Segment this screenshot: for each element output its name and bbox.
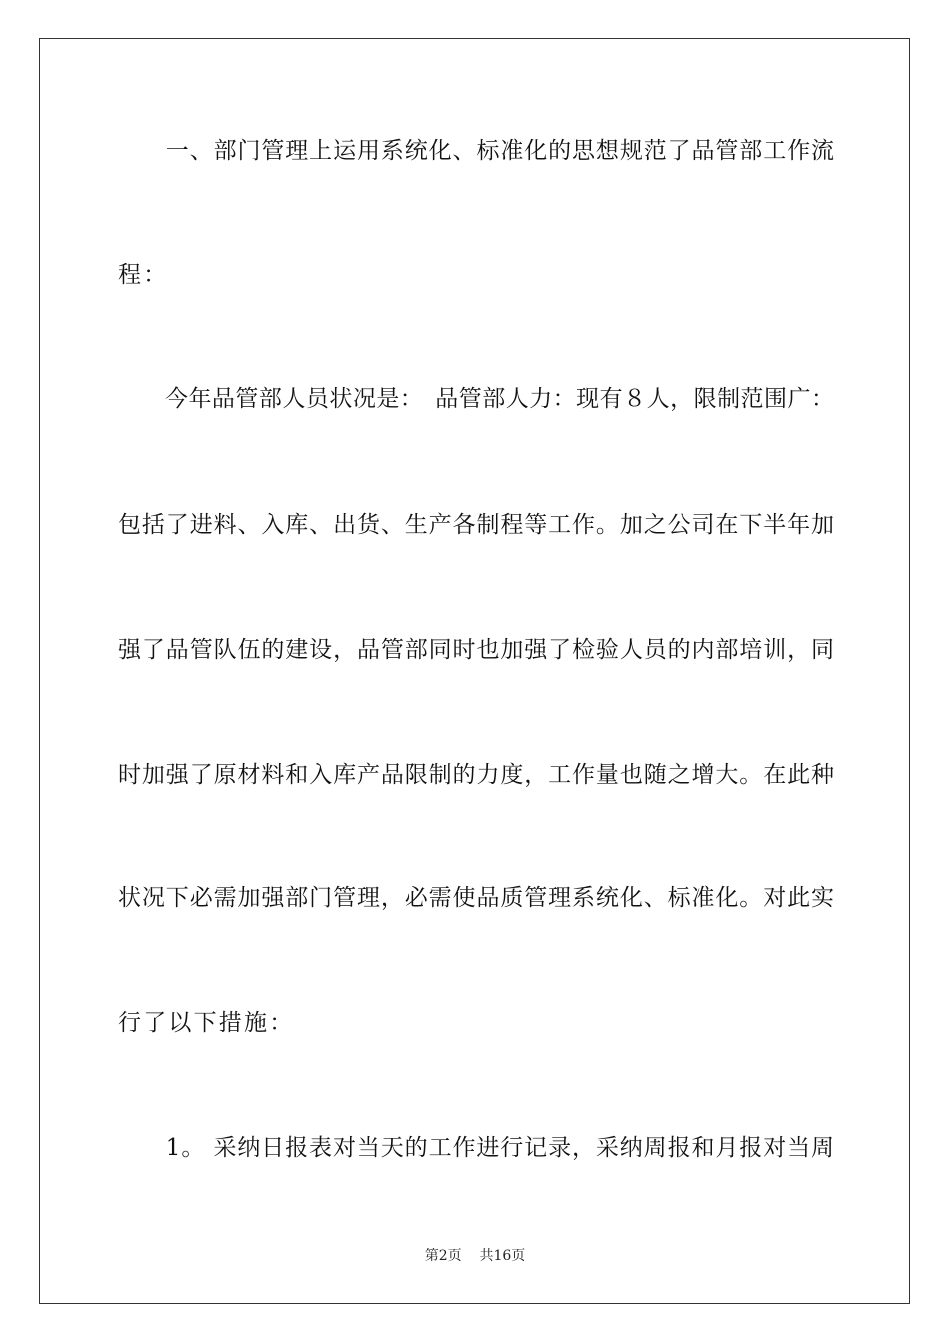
paragraph-line-9: 1。 采纳日报表对当天的工作进行记录，采纳周报和月报对当周 (118, 1135, 834, 1161)
paragraph-line-2: 程： (118, 262, 169, 288)
paragraph-line-7: 状况下必需加强部门管理，必需使品质管理系统化、标准化。对此实 (118, 885, 834, 911)
paragraph-line-5: 强了品管队伍的建设，品管部同时也加强了检验人员的内部培训，同 (118, 637, 834, 663)
paragraph-line-3: 今年品管部人员状况是： 品管部人力：现有８人，限制范围广： (118, 386, 834, 412)
paragraph-line-8: 行了以下措施： (118, 1010, 295, 1036)
page-border (39, 38, 910, 1304)
page-total: 共16页 (479, 1248, 526, 1264)
page-footer (0, 1247, 950, 1265)
paragraph-line-1: 一、部门管理上运用系统化、标准化的思想规范了品管部工作流 (118, 138, 834, 164)
page-number: 第2页 (424, 1248, 462, 1264)
paragraph-line-6: 时加强了原材料和入库产品限制的力度，工作量也随之增大。在此种 (118, 762, 834, 788)
paragraph-line-4: 包括了进料、入库、出货、生产各制程等工作。加之公司在下半年加 (118, 512, 834, 538)
